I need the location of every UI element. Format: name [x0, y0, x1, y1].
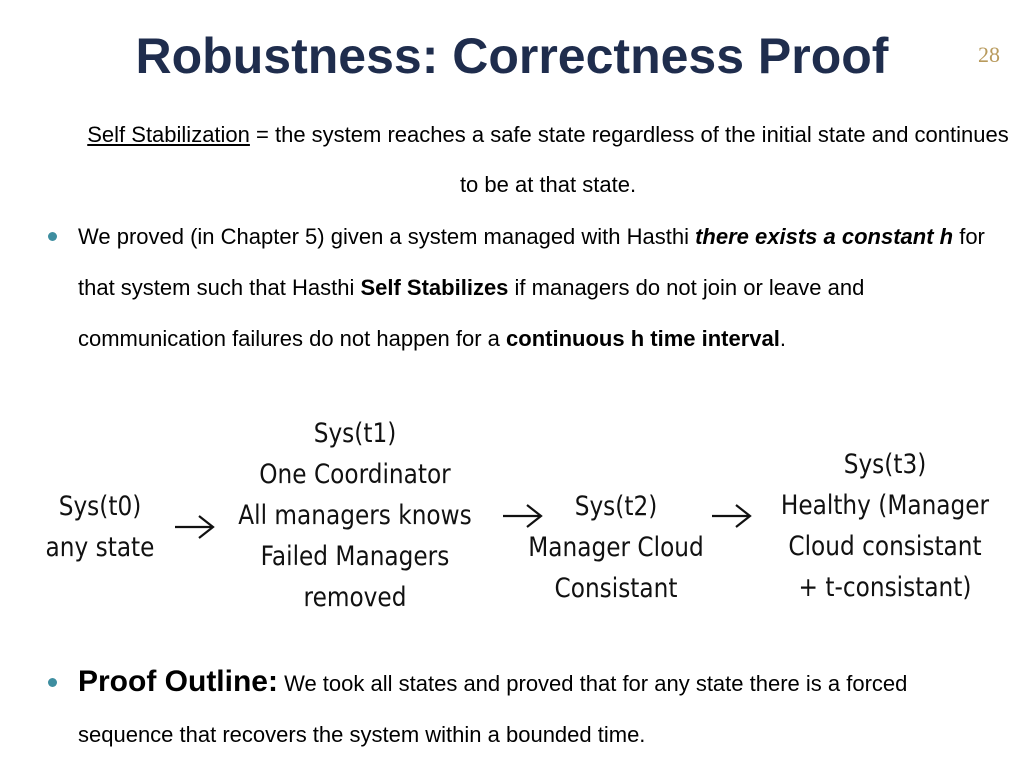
- bullet1-emphasis-interval: continuous h time interval: [506, 326, 780, 351]
- state-node-t3: [773, 444, 997, 608]
- bullet1-text-3: for that system such that Hasthi: [78, 224, 985, 300]
- proof-outline-text: We took all states and proved that for any state there is a forced sequence that recovers the system within a bounded time.: [78, 671, 908, 747]
- node-line: Sys(t2): [574, 491, 658, 522]
- bullet-dot-icon: [48, 232, 57, 241]
- proof-outline-label: Proof Outline:: [78, 665, 278, 698]
- bullet1-text-7: .: [779, 326, 786, 351]
- node-line: Manager Cloud: [528, 532, 704, 563]
- bullet-proof-outline: [78, 656, 1008, 760]
- node-line: Consistant: [554, 573, 678, 604]
- node-line: Healthy (Manager: [780, 490, 990, 521]
- node-line: All managers knows: [238, 500, 472, 531]
- node-line: any state: [45, 532, 155, 563]
- state-node-t0: [31, 486, 169, 568]
- page-number: 28: [978, 42, 1000, 67]
- node-line: Cloud consistant: [788, 531, 982, 562]
- node-line: removed: [303, 582, 407, 613]
- bullet-dot-icon: [48, 678, 57, 687]
- bullet1-emphasis-self-stabilizes: Self Stabilizes: [360, 275, 509, 300]
- arrow-icon: [710, 503, 754, 529]
- slide-title: Robustness: Correctness Proof: [135, 28, 889, 84]
- bullet1-text-1: We proved (in Chapter 5) given a system managed with Hasthi: [78, 224, 696, 249]
- node-line: One Coordinator: [259, 459, 451, 490]
- state-node-t1: [235, 413, 476, 618]
- definition-text: = the system reaches a safe state regardless of the initial state and continues to be at that state.: [249, 122, 1009, 197]
- state-node-t2: [521, 486, 712, 609]
- node-line: Sys(t3): [843, 449, 927, 480]
- bullet1-text-5: if managers do not join or leave and communication failures do not happen for a: [78, 275, 865, 351]
- definition-term: Self Stabilization: [87, 122, 250, 147]
- node-line: Sys(t1): [313, 418, 397, 449]
- definition: [78, 110, 1018, 210]
- node-line: Failed Managers: [260, 541, 450, 572]
- node-line: + t-consistant): [798, 572, 972, 603]
- bullet1-emphasis-constant: there exists a constant h: [695, 224, 954, 249]
- bullet-chapter5-proof: [78, 211, 1008, 364]
- arrow-icon: [173, 514, 217, 540]
- node-line: Sys(t0): [58, 491, 142, 522]
